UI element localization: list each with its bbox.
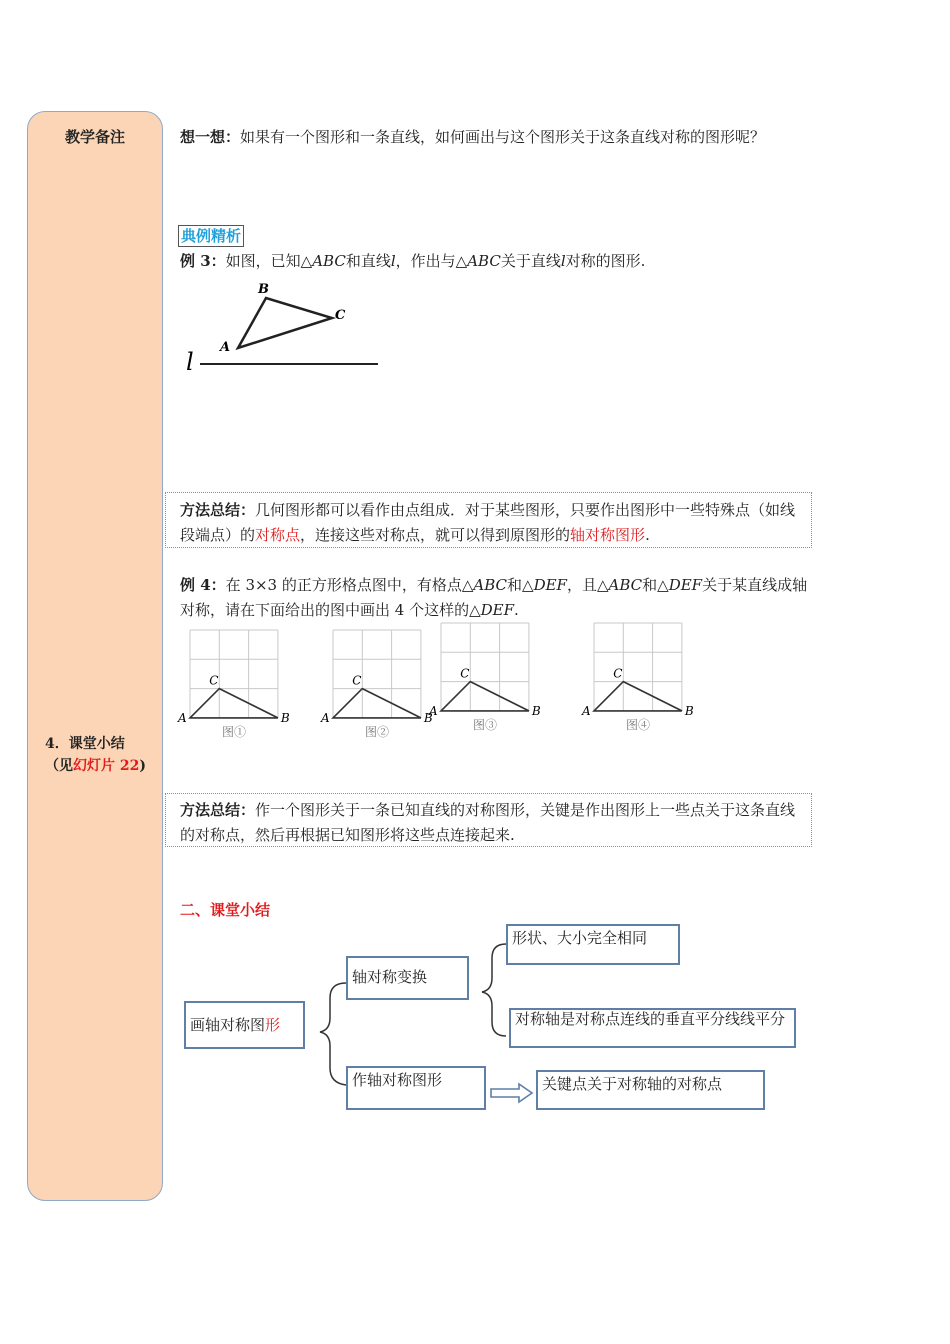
label-a: A (321, 710, 330, 725)
mindmap-root: 画轴对称图形 (184, 1001, 305, 1049)
summary-heading: 二、课堂小结 (180, 901, 271, 919)
grid-triangle (441, 682, 529, 711)
mindmap-draw: 作轴对称图形 (346, 1066, 486, 1110)
grid-triangle (333, 689, 421, 718)
grid-figure-2 (320, 630, 433, 739)
label-l: l (186, 348, 194, 376)
label-a: A (429, 703, 438, 718)
brace-right (482, 944, 506, 1036)
triangle-figure (180, 278, 390, 378)
triangle-abc (238, 298, 332, 348)
example4-paragraph: 例 4：在 3×3 的正方形格点图中，有格点△ABC和△DEF，且△ABC和△DEF关于某直线成轴对称，请在下面给出的图中画出 4 个这样的△DEF. (180, 576, 808, 619)
think-paragraph: 想一想：如果有一个图形和一条直线，如何画出与这个图形关于这条直线对称的图形呢？ (180, 128, 766, 146)
grid-figure-1 (177, 630, 290, 739)
label-c: C (209, 673, 219, 688)
label-b: B (423, 710, 433, 725)
section-tag: 典例精析 (178, 225, 244, 247)
label-a: A (582, 703, 591, 718)
sidebar-panel (27, 111, 163, 1201)
symmetric-point-highlight: 对称点 (255, 526, 301, 544)
label-b: B (280, 710, 290, 725)
arrow-icon (489, 1082, 535, 1104)
mindmap-same-shape: 形状、大小完全相同 (506, 924, 680, 965)
mindmap-axis: 对称轴是对称点连线的垂直平分线线平分 (509, 1008, 796, 1048)
label-a: A (220, 340, 231, 355)
grid-triangle (190, 689, 278, 718)
grid-figure-3 (428, 623, 541, 732)
grid-figure-4 (581, 623, 694, 732)
grid-triangle (594, 682, 682, 711)
method-summary-1: 方法总结：几何图形都可以看作由点组成．对于某些图形，只要作出图形中一些特殊点（如线段端点）的对称点，连接这些对称点，就可以得到原图形的轴对称图形. (180, 501, 796, 544)
brace-left (320, 983, 346, 1085)
label-c: C (335, 308, 346, 323)
grid-caption: 图① (221, 724, 246, 739)
grid-figures (176, 620, 716, 745)
grid-caption: 图② (364, 724, 389, 739)
label-c: C (352, 673, 362, 688)
method-summary-2: 方法总结：作一个图形关于一条已知直线的对称图形，关键是作出图形上一些点关于这条直线的对称点，然后再根据已知图形将这些点连接起来. (180, 801, 796, 844)
grid-caption: 图④ (625, 717, 650, 732)
label-b: B (684, 703, 694, 718)
mindmap-transform: 轴对称变换 (346, 956, 469, 1000)
slide-ref: 幻灯片 22 (73, 758, 140, 774)
label-a: A (178, 710, 187, 725)
grid-caption: 图③ (472, 717, 497, 732)
sidebar-note: 4．课堂小结（见幻灯片 22) (45, 736, 146, 774)
label-b: B (258, 282, 269, 297)
sidebar-title: 教学备注 (64, 128, 125, 146)
label-b: B (531, 703, 541, 718)
mindmap-key-points: 关键点关于对称轴的对称点 (536, 1070, 765, 1110)
axial-figure-highlight: 轴对称图形 (570, 526, 646, 544)
example3-paragraph: 例 3：如图，已知△ABC和直线l，作出与△ABC关于直线l对称的图形. (180, 252, 646, 270)
label-c: C (613, 666, 623, 681)
label-c: C (460, 666, 470, 681)
